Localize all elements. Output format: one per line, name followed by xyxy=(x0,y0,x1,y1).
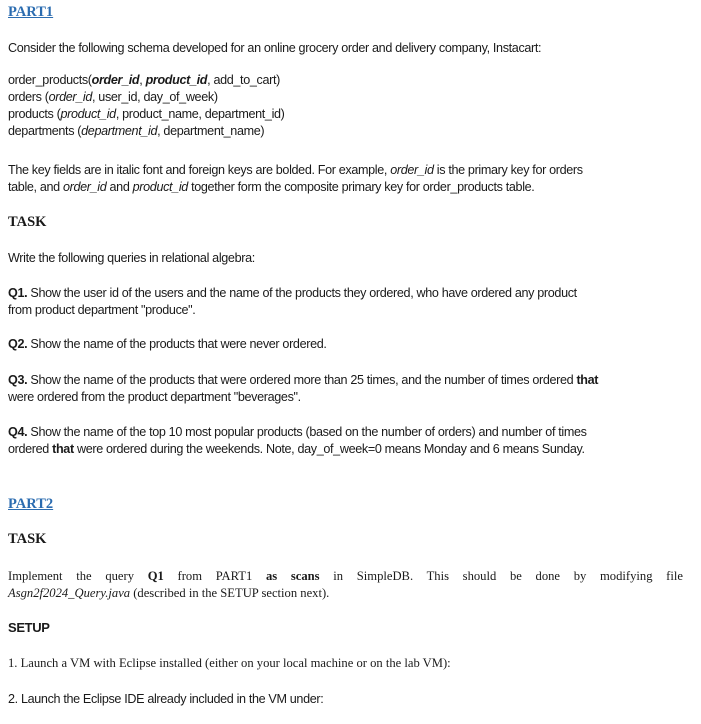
question-label: Q3. xyxy=(8,373,28,387)
question-label: Q1. xyxy=(8,286,28,300)
question-q3-line-1: Q3. Show the name of the products that were ordered more than 25 times, and the number of times ordered that xyxy=(8,373,599,387)
task-intro: Write the following queries in relational algebra: xyxy=(8,251,255,265)
setup-step-2: 2. Launch the Eclipse IDE already included in the VM under: xyxy=(8,692,324,706)
key-field: order_id xyxy=(48,90,92,104)
part1-task-heading: TASK xyxy=(8,214,47,230)
question-q4-line-1: Q4. Show the name of the top 10 most popular products (based on the number of orders) and number of times xyxy=(8,425,587,439)
key-note-line-1: The key fields are in italic font and foreign keys are bolded. For example, order_id is the primary key for orders xyxy=(8,163,583,177)
question-q3-line-2: were ordered from the product department "beverages". xyxy=(8,390,301,404)
schema-products: products (product_id, product_name, department_id) xyxy=(8,107,285,121)
table-name: order_products( xyxy=(8,73,92,87)
question-q4-line-2: ordered that were ordered during the weekends. Note, day_of_week=0 means Monday and 6 means Sunday. xyxy=(8,442,585,456)
key-field: department_id xyxy=(81,124,158,138)
question-label: Q4. xyxy=(8,425,28,439)
question-q1-line-1: Q1. Show the user id of the users and the name of the products they ordered, who have ordered any product xyxy=(8,286,577,300)
schema-order-products: order_products(order_id, product_id, add_to_cart) xyxy=(8,73,280,87)
foreign-key-field: order_id xyxy=(91,73,140,87)
setup-step-1: 1. Launch a VM with Eclipse installed (either on your local machine or on the lab VM): xyxy=(8,656,451,670)
part1-heading: PART1 xyxy=(8,4,54,20)
schema-departments: departments (department_id, department_name) xyxy=(8,124,265,138)
question-label: Q2. xyxy=(8,337,28,351)
part2-heading: PART2 xyxy=(8,496,54,512)
question-q1-line-2: from product department "produce". xyxy=(8,303,196,317)
table-name: products ( xyxy=(8,107,61,121)
schema-intro: Consider the following schema developed for an online grocery order and delivery company, Instacart: xyxy=(8,41,542,55)
schema-orders: orders (order_id, user_id, day_of_week) xyxy=(8,90,218,104)
part2-task-heading: TASK xyxy=(8,531,47,547)
table-name: departments ( xyxy=(8,124,82,138)
file-name: Asgn2f2024_Query.java xyxy=(8,586,131,600)
implement-line-1: Implement the query Q1 from PART1 as scans in SimpleDB. This should be done by modifying file xyxy=(8,569,683,583)
foreign-key-field: product_id xyxy=(145,73,208,87)
table-name: orders ( xyxy=(8,90,49,104)
setup-heading: SETUP xyxy=(8,620,50,635)
key-field: product_id xyxy=(60,107,116,121)
implement-line-2: Asgn2f2024_Query.java (described in the SETUP section next). xyxy=(8,586,330,600)
question-q2: Q2. Show the name of the products that were never ordered. xyxy=(8,337,327,351)
key-note-line-2: table, and order_id and product_id together form the composite primary key for order_products table. xyxy=(8,180,535,194)
